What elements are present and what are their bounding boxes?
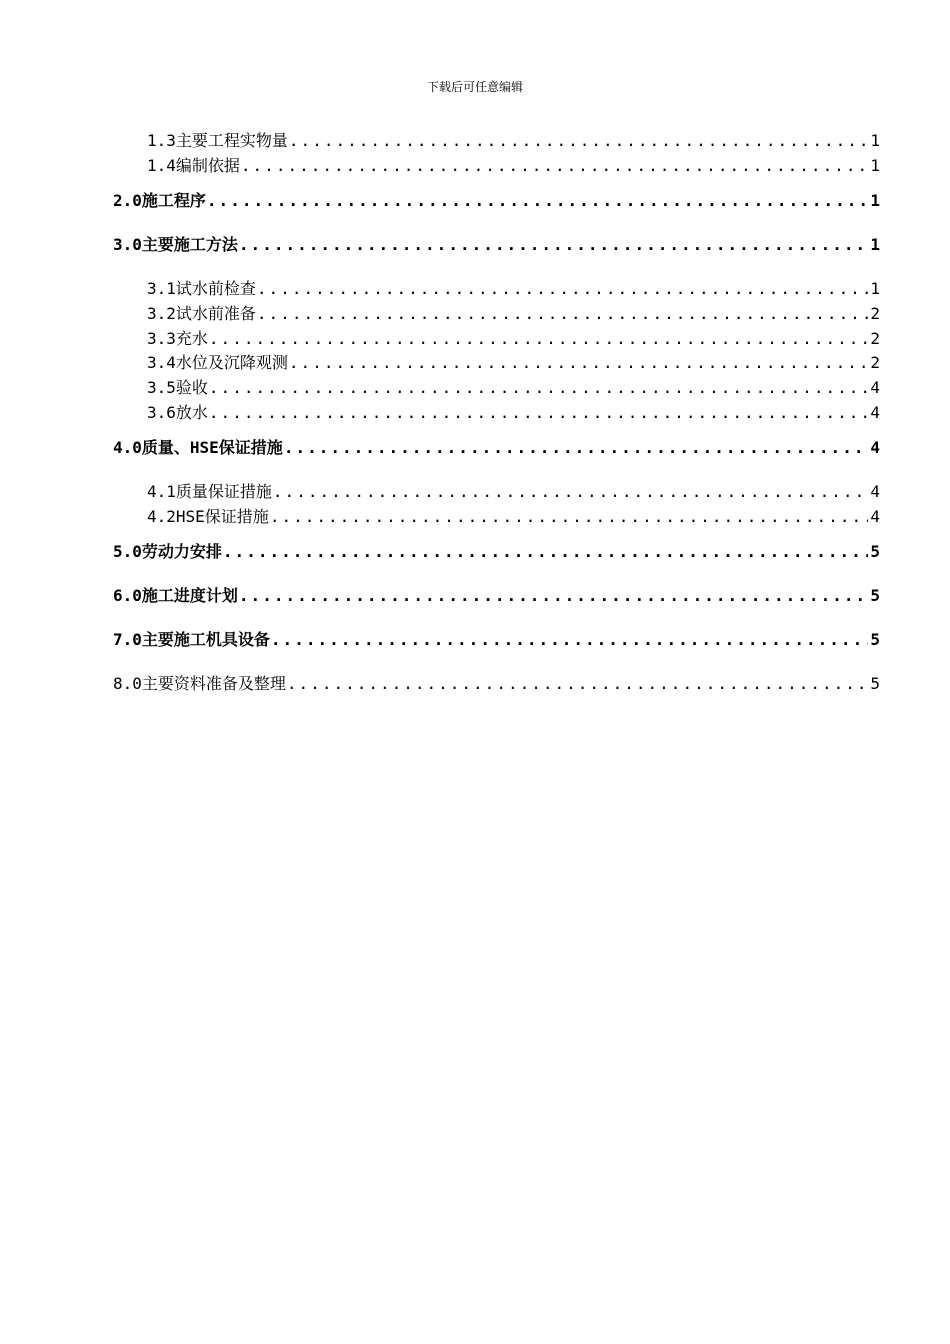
- toc-entry-number: 4.2: [147, 507, 176, 526]
- toc-dot-leader: [273, 481, 868, 503]
- toc-entry[interactable]: [0, 352, 880, 374]
- toc-entry-page: 1: [870, 131, 880, 150]
- toc-entry[interactable]: [0, 673, 880, 695]
- toc-dot-leader: [289, 352, 868, 374]
- toc-entry-title: HSE保证措施: [175, 507, 269, 526]
- toc-dot-leader: [239, 234, 868, 256]
- toc-dot-leader: [207, 190, 868, 212]
- toc-entry-number: 3.0: [113, 235, 142, 254]
- toc-entry-number: 3.3: [147, 329, 176, 348]
- toc-entry[interactable]: [0, 303, 880, 325]
- toc-dot-leader: [209, 328, 868, 350]
- toc-entry-page: 5: [870, 630, 880, 649]
- toc-entry-page: 1: [870, 279, 880, 298]
- toc-entry[interactable]: [0, 155, 880, 177]
- toc-entry[interactable]: [0, 481, 880, 503]
- toc-dot-leader: [209, 402, 868, 424]
- toc-entry-number: 8.0: [113, 674, 142, 693]
- toc-entry-title: 水位及沉降观测: [175, 353, 288, 372]
- toc-entry-page: 5: [870, 674, 880, 693]
- toc-entry[interactable]: [0, 377, 880, 399]
- toc-entry-title: 试水前检查: [175, 279, 256, 298]
- toc-entry-number: 3.2: [147, 304, 176, 323]
- toc-entry-page: 1: [870, 156, 880, 175]
- toc-dot-leader: [287, 673, 868, 695]
- toc-dot-leader: [241, 155, 868, 177]
- toc-entry-title: 主要施工机具设备: [141, 630, 270, 649]
- toc-entry-number: 1.3: [147, 131, 176, 150]
- toc-entry-title: 放水: [175, 403, 208, 422]
- toc-entry-title: 施工程序: [141, 191, 206, 210]
- page-header: 下载后可任意编辑: [426, 80, 523, 94]
- toc-entry[interactable]: [0, 629, 880, 651]
- toc-dot-leader: [239, 585, 868, 607]
- toc-entry-number: 4.1: [147, 482, 176, 501]
- toc-entry-number: 3.1: [147, 279, 176, 298]
- toc-entry[interactable]: [0, 278, 880, 300]
- toc-entry-number: 6.0: [113, 586, 142, 605]
- toc-entry-number: 5.0: [113, 542, 142, 561]
- toc-entry-page: 1: [870, 235, 880, 254]
- toc-entry-number: 3.4: [147, 353, 176, 372]
- toc-dot-leader: [270, 506, 869, 528]
- toc-entry-page: 1: [870, 191, 880, 210]
- toc-dot-leader: [209, 377, 868, 399]
- toc-dot-leader: [271, 629, 868, 651]
- toc-entry[interactable]: [0, 541, 880, 563]
- toc-entry[interactable]: [0, 437, 880, 459]
- toc-entry-title: 验收: [175, 378, 208, 397]
- toc-entry-page: 4: [870, 438, 880, 457]
- toc-entry-number: 2.0: [113, 191, 142, 210]
- toc-entry-number: 7.0: [113, 630, 142, 649]
- toc-entry-title: 主要施工方法: [141, 235, 238, 254]
- toc-dot-leader: [223, 541, 868, 563]
- toc-entry-title: 编制依据: [175, 156, 240, 175]
- toc-entry-number: 3.5: [147, 378, 176, 397]
- toc-entry-page: 2: [870, 329, 880, 348]
- toc-entry[interactable]: [0, 328, 880, 350]
- toc-entry[interactable]: [0, 506, 880, 528]
- toc-entry-title: 充水: [175, 329, 208, 348]
- toc-entry-title: 主要资料准备及整理: [141, 674, 286, 693]
- toc-entry-page: 5: [870, 586, 880, 605]
- toc-entry-page: 2: [870, 304, 880, 323]
- toc-entry-title: 施工进度计划: [141, 586, 238, 605]
- toc-entry[interactable]: [0, 234, 880, 256]
- toc-entry-page: 2: [870, 353, 880, 372]
- toc-entry-page: 4: [870, 403, 880, 422]
- toc-entry-title: 质量、HSE保证措施: [141, 438, 283, 457]
- toc-entry-title: 质量保证措施: [175, 482, 272, 501]
- toc-dot-leader: [257, 303, 868, 325]
- toc-dot-leader: [289, 130, 868, 152]
- toc-entry-title: 劳动力安排: [141, 542, 222, 561]
- toc-entry[interactable]: [0, 190, 880, 212]
- toc-dot-leader: [284, 437, 869, 459]
- toc-dot-leader: [257, 278, 868, 300]
- toc-entry-title: 试水前准备: [175, 304, 256, 323]
- toc-entry[interactable]: [0, 585, 880, 607]
- toc-entry-title: 主要工程实物量: [175, 131, 288, 150]
- toc-entry-page: 4: [870, 507, 880, 526]
- toc-entry[interactable]: [0, 402, 880, 424]
- toc-entry[interactable]: [0, 130, 880, 152]
- toc-entry-page: 4: [870, 482, 880, 501]
- toc-entry-page: 5: [870, 542, 880, 561]
- toc-entry-number: 3.6: [147, 403, 176, 422]
- toc-entry-number: 4.0: [113, 438, 142, 457]
- toc-entry-page: 4: [870, 378, 880, 397]
- toc-entry-number: 1.4: [147, 156, 176, 175]
